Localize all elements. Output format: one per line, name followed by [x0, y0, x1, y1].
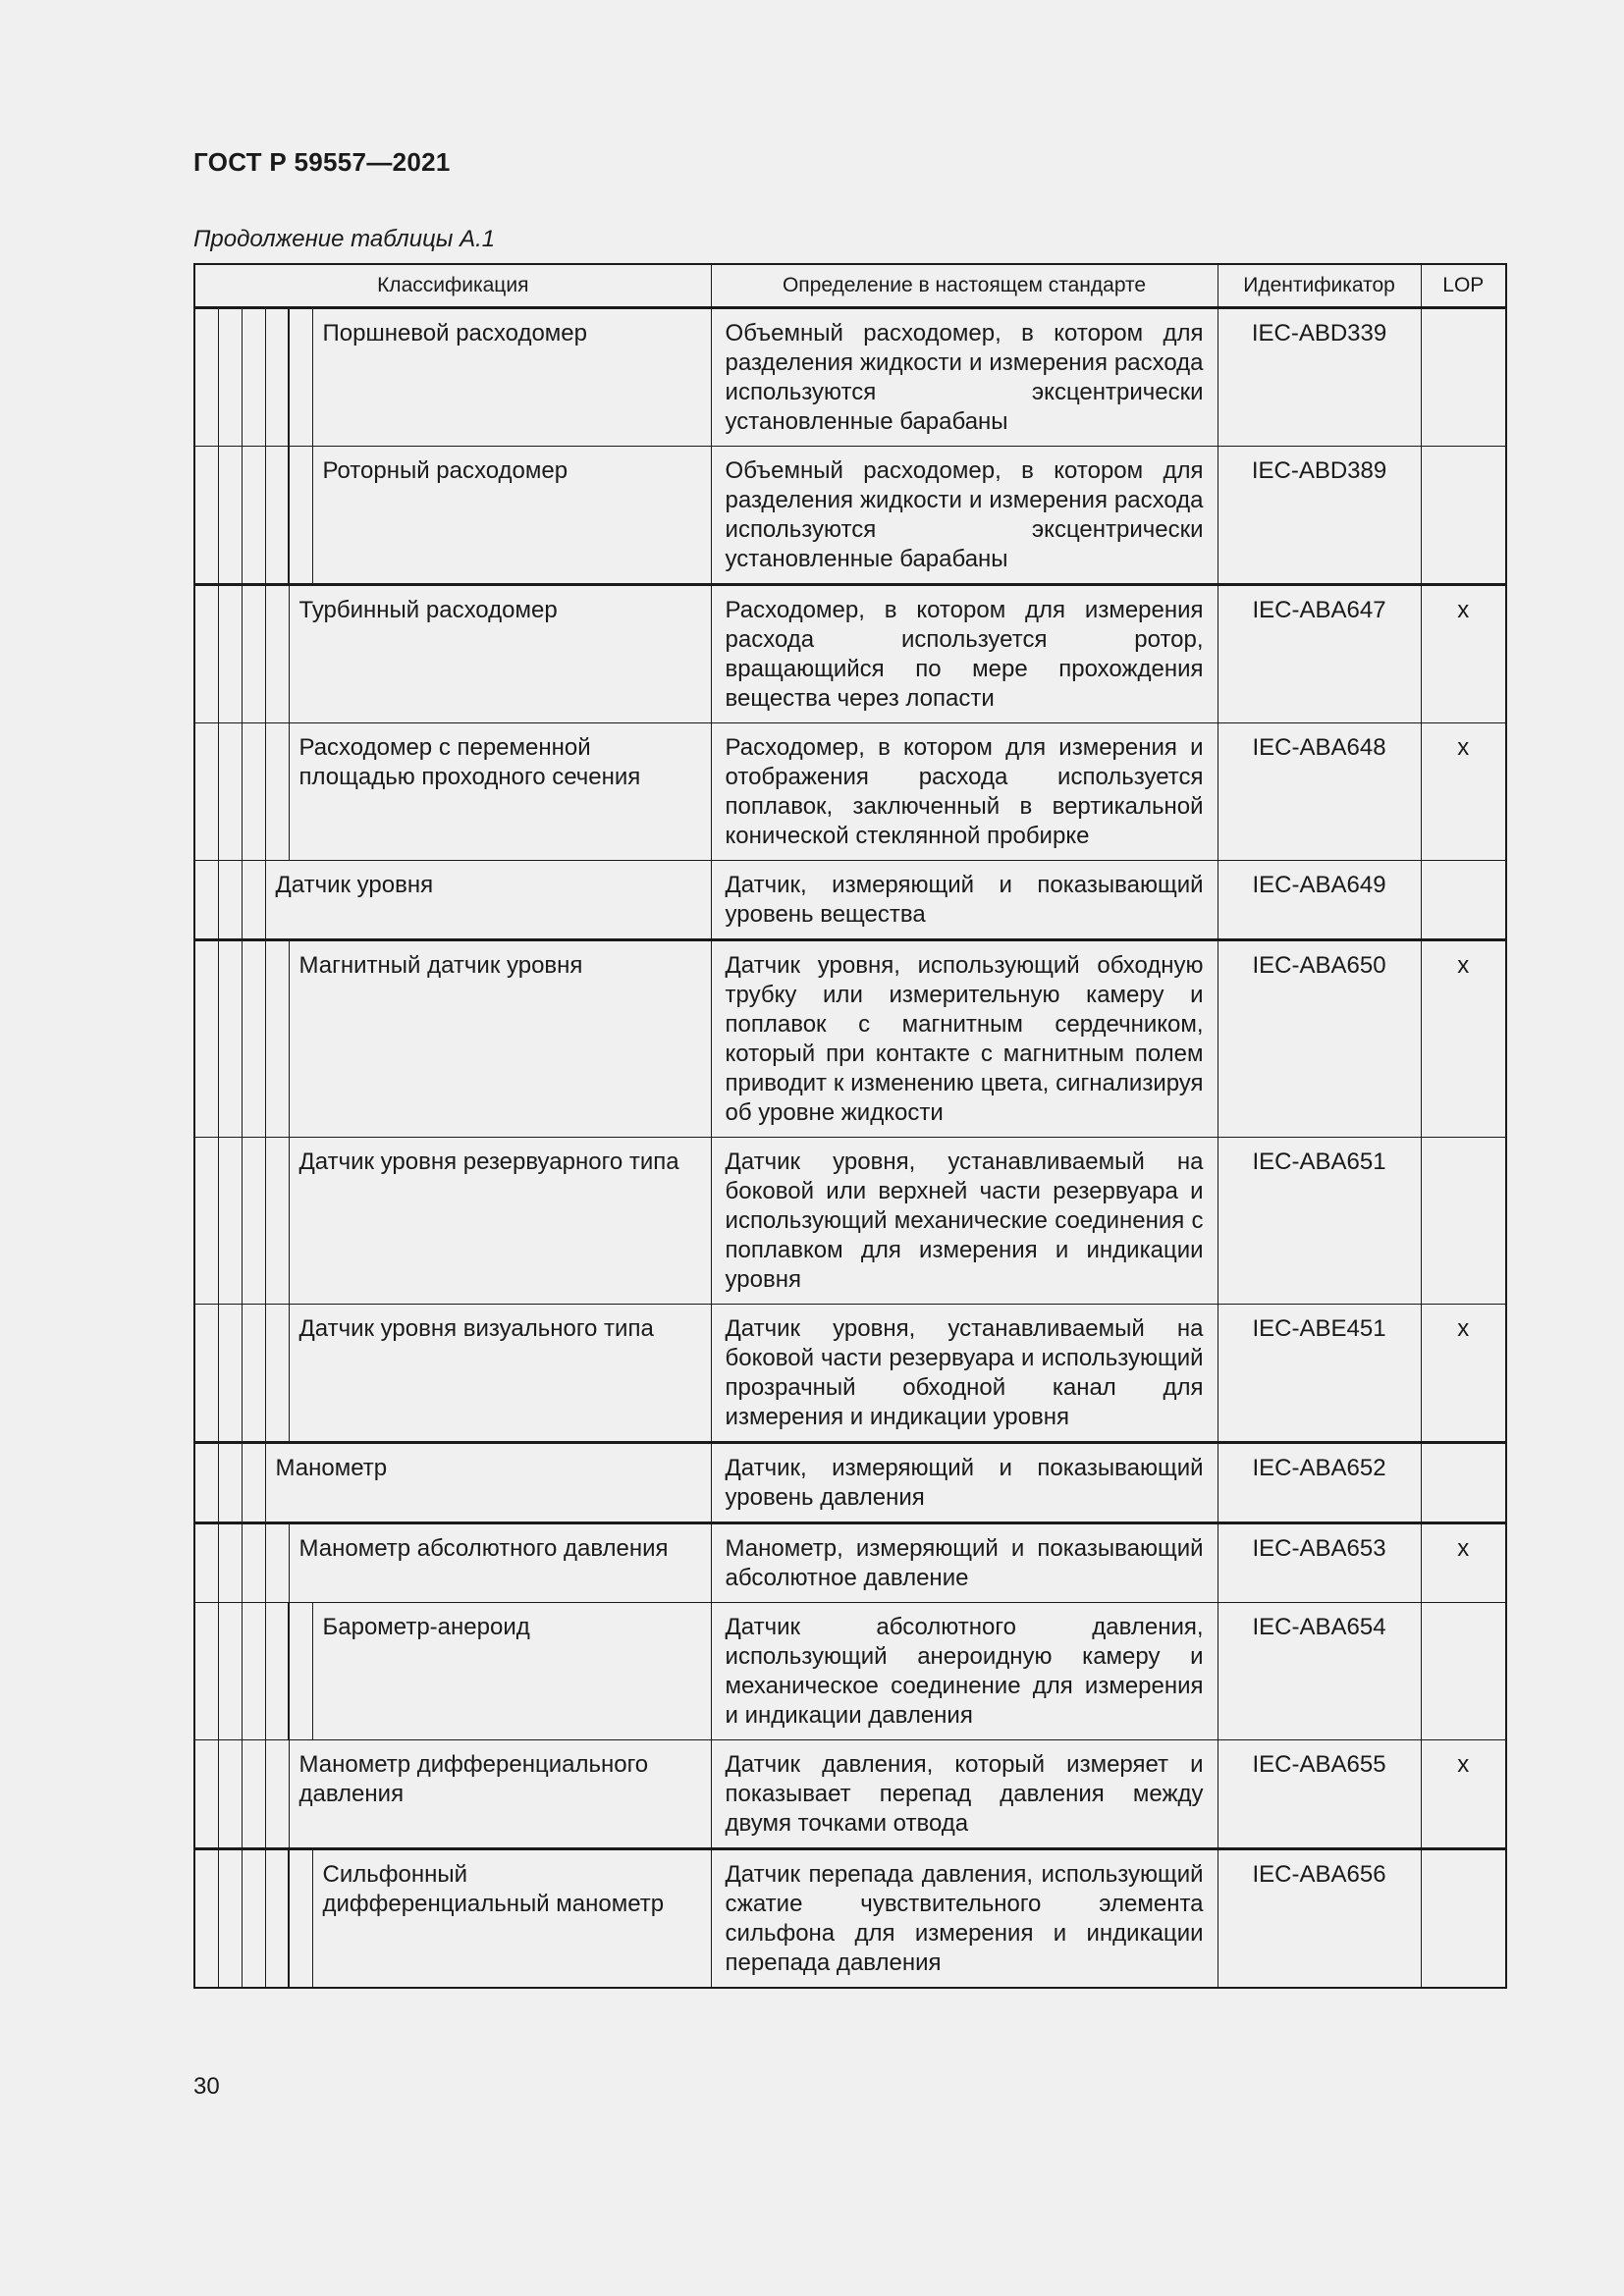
identifier-cell: IEC-ABA655 [1218, 1740, 1421, 1849]
hierarchy-indent-cell [218, 1523, 242, 1603]
lop-cell [1421, 447, 1506, 585]
hierarchy-indent-cell [242, 1443, 265, 1523]
table-row [194, 861, 1506, 940]
definition-cell: Датчик абсолютного давления, использующий анероидную камеру и механическое соединение для измерения и индикации давления [711, 1603, 1218, 1740]
definition-cell: Манометр, измеряющий и показывающий абсолютное давление [711, 1523, 1218, 1603]
hierarchy-indent-cell [194, 447, 218, 585]
hierarchy-indent-cell [194, 585, 218, 723]
definition-cell: Объемный расходомер, в котором для разделения жидкости и измерения расхода используются эксцентрически установленные барабаны [711, 308, 1218, 447]
hierarchy-indent-cell [218, 1849, 242, 1989]
lop-cell: x [1421, 1305, 1506, 1443]
page-number: 30 [193, 2073, 220, 2100]
hierarchy-indent-cell [265, 723, 289, 861]
hierarchy-indent-cell [218, 1740, 242, 1849]
hierarchy-indent-cell [194, 1523, 218, 1603]
lop-cell [1421, 1603, 1506, 1740]
definition-cell: Расходомер, в котором для измерения расхода используется ротор, вращающийся по мере прохождения вещества через лопасти [711, 585, 1218, 723]
hierarchy-indent-cell [218, 940, 242, 1138]
hierarchy-indent-cell [218, 723, 242, 861]
lop-cell [1421, 861, 1506, 940]
classification-cell: Манометр абсолютного давления [289, 1523, 711, 1603]
hierarchy-indent-cell [218, 1603, 242, 1740]
classification-cell: Манометр дифференциального давления [289, 1740, 711, 1849]
lop-cell [1421, 1443, 1506, 1523]
classification-cell: Роторный расходомер [312, 447, 711, 585]
header-classification: Классификация [194, 264, 711, 308]
definition-cell: Датчик давления, который измеряет и показывает перепад давления между двумя точками отвода [711, 1740, 1218, 1849]
hierarchy-indent-cell [242, 308, 265, 447]
definition-cell: Расходомер, в котором для измерения и отображения расхода используется поплавок, заключенный в вертикальной конической стеклянной пробирке [711, 723, 1218, 861]
table-row [194, 1305, 1506, 1443]
identifier-cell: IEC-ABA653 [1218, 1523, 1421, 1603]
identifier-cell: IEC-ABA647 [1218, 585, 1421, 723]
hierarchy-indent-cell [242, 585, 265, 723]
hierarchy-indent-cell [242, 1849, 265, 1989]
hierarchy-indent-cell [265, 1603, 289, 1740]
lop-cell: x [1421, 1740, 1506, 1849]
hierarchy-indent-cell [265, 1138, 289, 1305]
classification-cell: Датчик уровня резервуарного типа [289, 1138, 711, 1305]
table-row [194, 723, 1506, 861]
classification-cell: Расходомер с переменной площадью проходного сечения [289, 723, 711, 861]
header-lop: LOP [1421, 264, 1506, 308]
hierarchy-indent-cell [194, 1443, 218, 1523]
identifier-cell: IEC-ABA654 [1218, 1603, 1421, 1740]
hierarchy-indent-cell [265, 1849, 289, 1989]
table-row [194, 585, 1506, 723]
definition-cell: Датчик, измеряющий и показывающий уровень давления [711, 1443, 1218, 1523]
hierarchy-indent-cell [242, 1523, 265, 1603]
hierarchy-indent-cell [194, 861, 218, 940]
hierarchy-indent-cell [218, 585, 242, 723]
definition-cell: Датчик перепада давления, использующий сжатие чувствительного элемента сильфона для измерения и индикации перепада давления [711, 1849, 1218, 1989]
table-row [194, 1523, 1506, 1603]
hierarchy-indent-cell [194, 1849, 218, 1989]
definition-cell: Объемный расходомер, в котором для разделения жидкости и измерения расхода используются эксцентрически установленные барабаны [711, 447, 1218, 585]
classification-cell: Сильфонный дифференциальный манометр [312, 1849, 711, 1989]
hierarchy-indent-cell [265, 585, 289, 723]
definition-cell: Датчик уровня, устанавливаемый на боковой части резервуара и использующий прозрачный обходной канал для измерения и индикации уровня [711, 1305, 1218, 1443]
hierarchy-indent-cell [218, 1138, 242, 1305]
definition-cell: Датчик, измеряющий и показывающий уровень вещества [711, 861, 1218, 940]
table-row [194, 1740, 1506, 1849]
identifier-cell: IEC-ABA649 [1218, 861, 1421, 940]
identifier-cell: IEC-ABE451 [1218, 1305, 1421, 1443]
header-definition: Определение в настоящем стандарте [711, 264, 1218, 308]
lop-cell: x [1421, 585, 1506, 723]
hierarchy-indent-cell [218, 447, 242, 585]
hierarchy-indent-cell [194, 1138, 218, 1305]
hierarchy-indent-cell [242, 1305, 265, 1443]
hierarchy-indent-cell [218, 1305, 242, 1443]
hierarchy-indent-cell [265, 1523, 289, 1603]
identifier-cell: IEC-ABA648 [1218, 723, 1421, 861]
identifier-cell: IEC-ABD389 [1218, 447, 1421, 585]
lop-cell [1421, 1849, 1506, 1989]
classification-cell: Манометр [265, 1443, 711, 1523]
table-row [194, 308, 1506, 447]
identifier-cell: IEC-ABA651 [1218, 1138, 1421, 1305]
hierarchy-indent-cell [194, 1603, 218, 1740]
table-row [194, 940, 1506, 1138]
definition-cell: Датчик уровня, использующий обходную трубку или измерительную камеру и поплавок с магнитным сердечником, который при контакте с магнитным полем приводит к изменению цвета, сигнализируя об уровне жидкости [711, 940, 1218, 1138]
hierarchy-indent-cell [242, 940, 265, 1138]
hierarchy-indent-cell [289, 308, 312, 447]
header-identifier: Идентификатор [1218, 264, 1421, 308]
hierarchy-indent-cell [265, 447, 289, 585]
hierarchy-indent-cell [194, 308, 218, 447]
hierarchy-indent-cell [242, 1603, 265, 1740]
hierarchy-indent-cell [265, 940, 289, 1138]
identifier-cell: IEC-ABA652 [1218, 1443, 1421, 1523]
hierarchy-indent-cell [265, 308, 289, 447]
hierarchy-indent-cell [194, 1305, 218, 1443]
hierarchy-indent-cell [242, 723, 265, 861]
hierarchy-indent-cell [218, 308, 242, 447]
classification-cell: Магнитный датчик уровня [289, 940, 711, 1138]
table-row [194, 1443, 1506, 1523]
classification-cell: Барометр-анероид [312, 1603, 711, 1740]
hierarchy-indent-cell [289, 1849, 312, 1989]
hierarchy-indent-cell [242, 447, 265, 585]
hierarchy-indent-cell [218, 1443, 242, 1523]
identifier-cell: IEC-ABA650 [1218, 940, 1421, 1138]
identifier-cell: IEC-ABA656 [1218, 1849, 1421, 1989]
classification-cell: Поршневой расходомер [312, 308, 711, 447]
classification-cell: Датчик уровня [265, 861, 711, 940]
classification-cell: Датчик уровня визуального типа [289, 1305, 711, 1443]
hierarchy-indent-cell [265, 1740, 289, 1849]
hierarchy-indent-cell [194, 940, 218, 1138]
classification-table [193, 263, 1507, 1989]
table-row [194, 1849, 1506, 1989]
lop-cell: x [1421, 723, 1506, 861]
table-row [194, 447, 1506, 585]
identifier-cell: IEC-ABD339 [1218, 308, 1421, 447]
hierarchy-indent-cell [289, 1603, 312, 1740]
hierarchy-indent-cell [194, 723, 218, 861]
table-header-row [194, 264, 1506, 308]
lop-cell: x [1421, 1523, 1506, 1603]
lop-cell [1421, 308, 1506, 447]
table-row [194, 1603, 1506, 1740]
table-caption: Продолжение таблицы А.1 [193, 226, 496, 252]
hierarchy-indent-cell [218, 861, 242, 940]
lop-cell: x [1421, 940, 1506, 1138]
hierarchy-indent-cell [194, 1740, 218, 1849]
classification-cell: Турбинный расходомер [289, 585, 711, 723]
definition-cell: Датчик уровня, устанавливаемый на боковой или верхней части резервуара и использующий механические соединения с поплавком для измерения и индикации уровня [711, 1138, 1218, 1305]
lop-cell [1421, 1138, 1506, 1305]
hierarchy-indent-cell [265, 1305, 289, 1443]
hierarchy-indent-cell [242, 1138, 265, 1305]
standard-code: ГОСТ Р 59557—2021 [193, 147, 451, 177]
table-row [194, 1138, 1506, 1305]
hierarchy-indent-cell [242, 861, 265, 940]
hierarchy-indent-cell [289, 447, 312, 585]
hierarchy-indent-cell [242, 1740, 265, 1849]
